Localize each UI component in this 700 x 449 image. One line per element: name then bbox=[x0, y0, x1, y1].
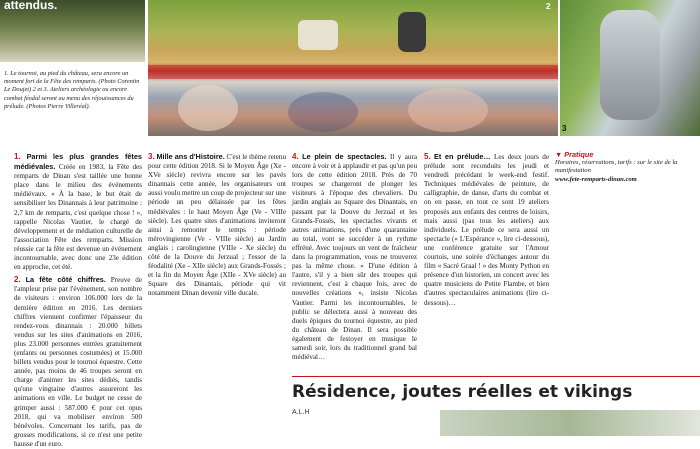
section-5-number: 5. bbox=[424, 152, 431, 161]
armored-knight-photo bbox=[560, 0, 700, 136]
section-1-text: Créée en 1983, la Fête des remparts de Dinan s'est taillée une bonne place dans le milieu des événements médiévaux. « À la base, le but était de sensibiliser les Dinannais à leur patrimoine : 2,7 km de remparts, c'est quelque chose ! », rappelle Nicolas Vautier, le chargé de développement et de médiation culturelle de l'association Fête des remparts. Mission réussie car la fête est devenue un événement incontournable, avec donc une 23e édition en approche, cet été. bbox=[14, 163, 142, 272]
section-3-text: C'est le thème retenu pour cette édition 2018. Si le Moyen Âge (Xe - XVe siècle) revivra encore sur les pavés dinannais cette année, les organisateurs ont aussi voulu mettre un coup de projecteur sur une période un peu délaissée par les fêtes médiévales : le haut Moyen Âge (Ve - VIIIe siècle). Les quatre sites d'animations inviteront ainsi à remonter le temps : période mérovingienne (Ve - VIIIe siècle) au Jardin anglais ; carolingienne (VIIIe - Xe siècle) du côté de la Douve du Jerzual ; l'essor de la féodalité (Xe - XIIe siècle) aux Grands-Fossés ; et la fin du Moyen Âge (XIIe - XVe siècle) au Square des Dinantais, période qui vit notamment Dinan devenir ville ducale. bbox=[148, 153, 286, 298]
section-1-number: 1. bbox=[14, 152, 21, 161]
practical-text: Horaires, réservations, tarifs : sur le site de la manifestation bbox=[555, 159, 678, 175]
photo-number-2: 2 bbox=[546, 2, 551, 11]
bottom-photo bbox=[440, 410, 700, 436]
article-headline: Résidence, joutes réelles et vikings bbox=[292, 382, 633, 402]
previous-caption-fragment: attendus. bbox=[4, 0, 58, 12]
article-column-4 bbox=[424, 152, 549, 374]
practical-info-box bbox=[555, 148, 696, 398]
medieval-scene-photo bbox=[0, 0, 145, 62]
article-byline: A.L.H bbox=[292, 409, 310, 416]
section-2-text: Preuve de l'ampleur prise par l'événement, son nombre de visiteurs : environ 106.000 lors de la dernière édition en 2016. Les derniers chiffres viennent confirmer l'épaisseur du rendez-vous dinannais : 20.000 billets vendus sur les sites d'animations en 2016, plus 23.000 personnes entrées gratuitement (enfants ou personnes costumées) et 15.000 billets vendus pour le tournoi équestre. Cette année, pas moins de 46 troupes seront en charge d'animer les sites dédiés, tandis qu'une vingtaine d'autres assureront les animations en ville. Le budget ne cesse de grimper aussi : 587.000 € pour cet opus 2018, qui va mobiliser environ 500 bénévoles. Concernant les tarifs, pas de grosses modifications, si ce n'est une petite hausse d'un euro. bbox=[14, 276, 143, 448]
article-column-2 bbox=[148, 152, 286, 374]
practical-heading: ▼ Pratique bbox=[555, 150, 594, 159]
section-1-heading: Parmi les plus grandes fêtes médiévales. bbox=[14, 152, 142, 172]
divider bbox=[292, 376, 700, 377]
practical-url[interactable]: www.fete-remparts-dinan.com bbox=[555, 175, 637, 183]
article-column-3 bbox=[292, 152, 417, 374]
photo-number-3: 3 bbox=[562, 124, 567, 133]
article-column-1 bbox=[14, 152, 142, 449]
section-5-heading: Et en prélude… bbox=[434, 152, 491, 161]
photo-caption: 1. Le tournoi, au pied du château, sera encore un moment fort de la Fête des remparts. (Photo Corentin Le Doujet) 2 et 3. Ateliers archéologie ou encore combat féodal seront au menu des réjouissances du prélude. (Photos Pierre Villeréal). bbox=[4, 70, 140, 110]
tournament-crowd-photo bbox=[148, 0, 558, 136]
section-4-number: 4. bbox=[292, 152, 299, 161]
section-3-number: 3. bbox=[148, 152, 155, 161]
section-4-text: Il y aura encore à voir et à applaudir et pas qu'un peu lors de cette édition 2018. Près de 70 troupes se chargeront de plonger les visiteurs à l'époque des chevaliers. Du jardin anglais au Square des Dinantais, en passant par la Douve du Jerzual et les Grands-Fossés, les spectacles vivants et autres animations, près d'une quarantaine au total, vont se succéder à un rythme effréné. Avec toujours un vent de fraîcheur dans la programmation, vous ne trouverez pas la même chose. « D'une édition à l'autre, s'il y a bien sûr des troupes qui reviennent, c'est à chaque fois, avec de nouvelles créations », insiste Nicolas Vautier. Parmi les incontournables, le public se délectera aussi à nouveau des duels épiques du tournoi équestre, au pied du château de Dinan. Il sera possible également de festoyer en musique le samedi soir, lors du traditionnel grand bal médiéval… bbox=[292, 153, 417, 362]
section-2-heading: La fête côté chiffres. bbox=[25, 275, 106, 285]
section-5-text: Les deux jours de prélude sont reconduits les jeudi et vendredi précédant le week-end festif. Techniques médiévales de peinture, de calligraphie, de danse, d'arts du combat et on en passe, en tout ce sont 19 ateliers proposés aux enfants des centres de loisirs, mais aussi (pas tous les ateliers) aux individuels. Le prélude ce sera aussi un spectacle (« L'Espérance », lire ci-dessous), une conférence gratuite sur l'Amour courtois, une soirée d'échanges autour du film « Sacré Graal ! » des Monty Python en présence d'un historien, un concert avec les quatre musiciens de Petite Flambe, et bien d'autres spectaculaires animations (lire ci-dessous)… bbox=[424, 153, 549, 307]
section-2-number: 2. bbox=[14, 275, 21, 285]
section-4-heading: Le plein de spectacles. bbox=[302, 152, 387, 161]
section-3-heading: Mille ans d'Histoire. bbox=[156, 152, 225, 161]
